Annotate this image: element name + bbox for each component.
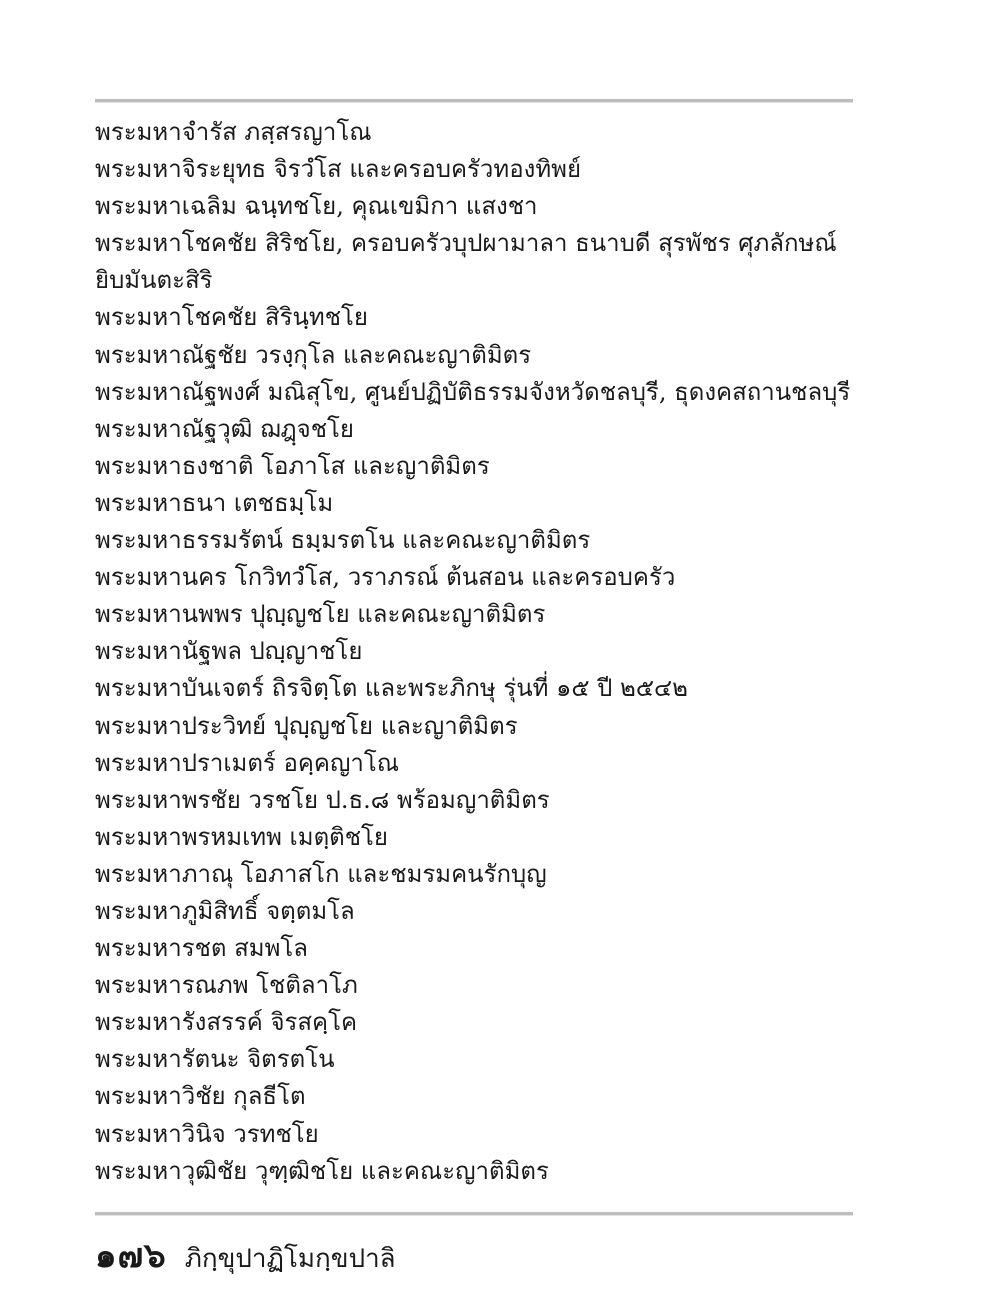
donor-entry: พระมหาภูมิสิทธิ์ จตฺตมโล (95, 896, 355, 925)
donor-list (95, 114, 855, 1190)
donor-entry: พระมหารัตนะ จิตรตโน (95, 1045, 335, 1074)
donor-entry: พระมหารชต สมพโล (95, 934, 308, 963)
donor-entry: พระมหาวิชัย กุลธีโต (95, 1082, 306, 1111)
donor-entry: พระมหานพพร ปุญฺญชโย และคณะญาติมิตร (95, 600, 546, 629)
donor-entry: พระมหาณัฐพงศ์ มณิสุโข, ศูนย์ปฏิบัติธรรมจังหวัดชลบุรี, ธุดงคสถานชลบุรี (95, 377, 851, 406)
page-number: ๑๗๖ (95, 1236, 167, 1276)
donor-entry: พระมหาภาณุ โอภาสโก และชมรมคนรักบุญ (95, 859, 547, 888)
donor-entry: พระมหาพรชัย วรชโย ป.ธ.๘ พร้อมญาติมิตร (95, 785, 550, 814)
donor-entry: พระมหาธนา เตชธมฺโม (95, 488, 334, 517)
donor-entry: พระมหาธงชาติ โอภาโส และญาติมิตร (95, 451, 490, 480)
donor-entry: พระมหาจิระยุทธ จิรวํโส และครอบครัวทองทิพย์ (95, 155, 582, 184)
donor-entry: พระมหาปราเมตร์ อคฺคญาโณ (95, 748, 400, 777)
donor-entry: พระมหาพรหมเทพ เมตฺติชโย (95, 822, 388, 851)
donor-entry: พระมหาบันเจตร์ ถิรจิตฺโต และพระภิกษุ รุ่นที่ ๑๕ ปี ๒๕๔๒ (95, 674, 688, 703)
donor-entry: พระมหาณัฐวุฒิ ฌฎฺจชโย (95, 414, 354, 443)
book-title: ภิกฺขุปาฏิโมกฺขปาลิ (184, 1244, 396, 1274)
donor-entry: พระมหาโชคชัย สิริชโย, ครอบครัวบุปผามาลา ธนาบดี สุรพัชร ศุภลักษณ์ ยิบมันตะสิริ (95, 229, 837, 295)
donor-entry: พระมหาโชคชัย สิรินฺทชโย (95, 303, 368, 332)
donor-entry: พระมหาเฉลิม ฉนฺทชโย, คุณเขมิกา แสงชา (95, 192, 538, 221)
donor-entry: พระมหานัฐพล ปญฺญาชโย (95, 637, 363, 666)
donor-entry: พระมหาวินิจ วรทชโย (95, 1119, 319, 1148)
donor-entry: พระมหานคร โกวิทวํโส, วราภรณ์ ต้นสอน และครอบครัว (95, 563, 676, 592)
bottom-divider (95, 1212, 853, 1216)
donor-entry: พระมหาณัฐชัย วรงฺกุโล และคณะญาติมิตร (95, 340, 532, 369)
donor-entry: พระมหารณภพ โชติลาโภ (95, 971, 358, 1000)
donor-entry: พระมหาประวิทย์ ปุญฺญชโย และญาติมิตร (95, 711, 518, 740)
donor-entry: พระมหาจำรัส ภสฺสรญาโณ (95, 118, 372, 146)
donor-entry: พระมหาธรรมรัตน์ ธมฺมรตโน และคณะญาติมิตร (95, 526, 591, 555)
donor-entry: พระมหารังสรรค์ จิรสคฺโค (95, 1008, 358, 1037)
donor-entry: พระมหาวุฒิชัย วุฑฺฒิชโย และคณะญาติมิตร (95, 1156, 549, 1185)
page-footer (95, 1228, 396, 1282)
top-divider (95, 99, 853, 103)
